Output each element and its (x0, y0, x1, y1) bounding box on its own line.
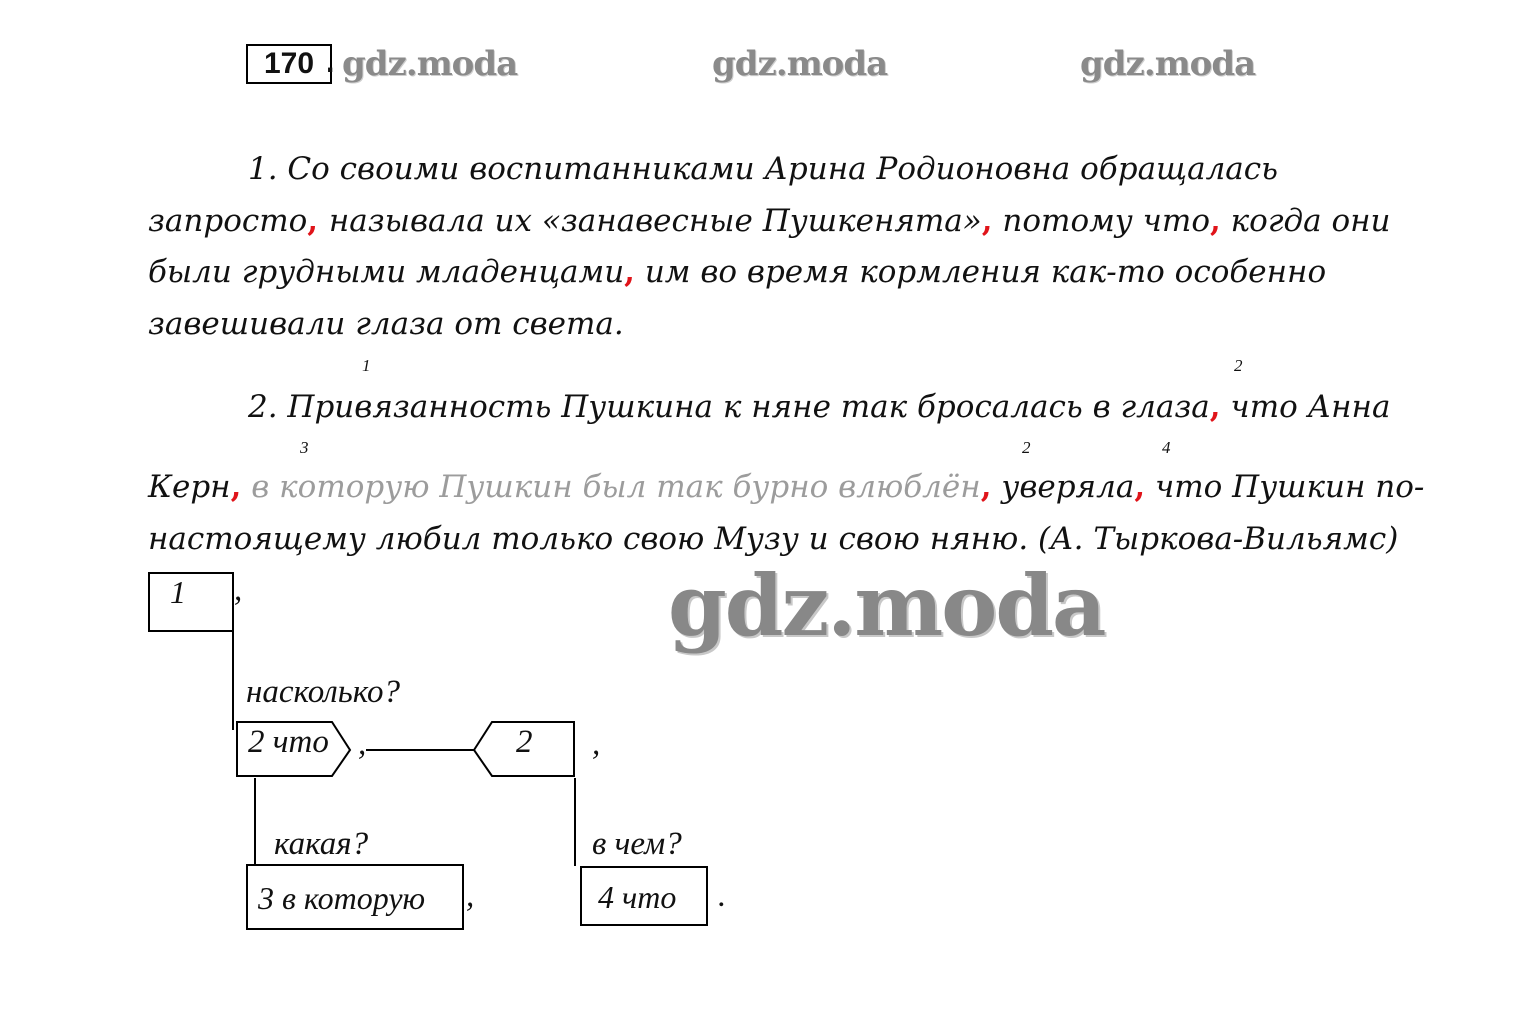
scheme-comma: , (358, 726, 367, 762)
sentence1-line4: завешивали глаза от света. (148, 306, 624, 342)
scheme-comma: , (466, 878, 475, 914)
scheme-question: насколько? (246, 674, 400, 710)
scheme-connector (232, 630, 234, 730)
clause-number: 2 (1022, 438, 1031, 457)
clause-number: 1 (362, 356, 371, 375)
watermark-logo: gdz.moda (668, 556, 1105, 655)
watermark-text: gdz.moda (712, 44, 888, 84)
scheme-box-clause3: 3 в которую (246, 864, 464, 930)
scheme-comma: , (592, 726, 601, 762)
watermark-text: gdz.moda (1080, 44, 1256, 84)
task-number-box (246, 44, 335, 84)
scheme-connector (574, 778, 576, 866)
sentence2-line2: Керн, в которую Пушкин был так бурно влюблён, уверяла, что Пушкин по- (148, 469, 1425, 505)
clause-number: 2 (1234, 356, 1243, 375)
watermark-text: gdz.moda (342, 44, 518, 84)
scheme-connector (254, 778, 256, 866)
scheme-comma: , (234, 572, 243, 608)
clause-number: 3 (300, 438, 309, 457)
scheme-box-clause2: 2 что (248, 724, 329, 760)
task-number-dot: . (326, 46, 335, 79)
clause-number: 4 (1162, 438, 1171, 457)
sentence2-line1: 2. Привязанность Пушкина к няне так бросалась в глаза, что Анна (248, 389, 1391, 425)
scheme-question: в чем? (592, 826, 682, 862)
scheme-period: . (718, 878, 727, 914)
sentence1-line2: запросто, называла их «занавесные Пушкенята», потому что, когда они (148, 203, 1391, 239)
sentence1-line1: 1. Со своими воспитанниками Арина Родионовна обращалась (248, 151, 1279, 187)
task-number: 170 (263, 47, 315, 80)
scheme-box-clause2b: 2 (516, 724, 533, 760)
scheme-box-clause4: 4 что (580, 866, 708, 926)
scheme-question: какая? (274, 826, 369, 862)
scheme-box-main-clause: 1 (148, 572, 234, 632)
sentence2-line3: настоящему любил только свою Музу и свою няню. (А. Тыркова-Вильямс) (148, 521, 1399, 557)
sentence1-line3: были грудными младенцами, им во время кормления как-то особенно (148, 254, 1327, 290)
